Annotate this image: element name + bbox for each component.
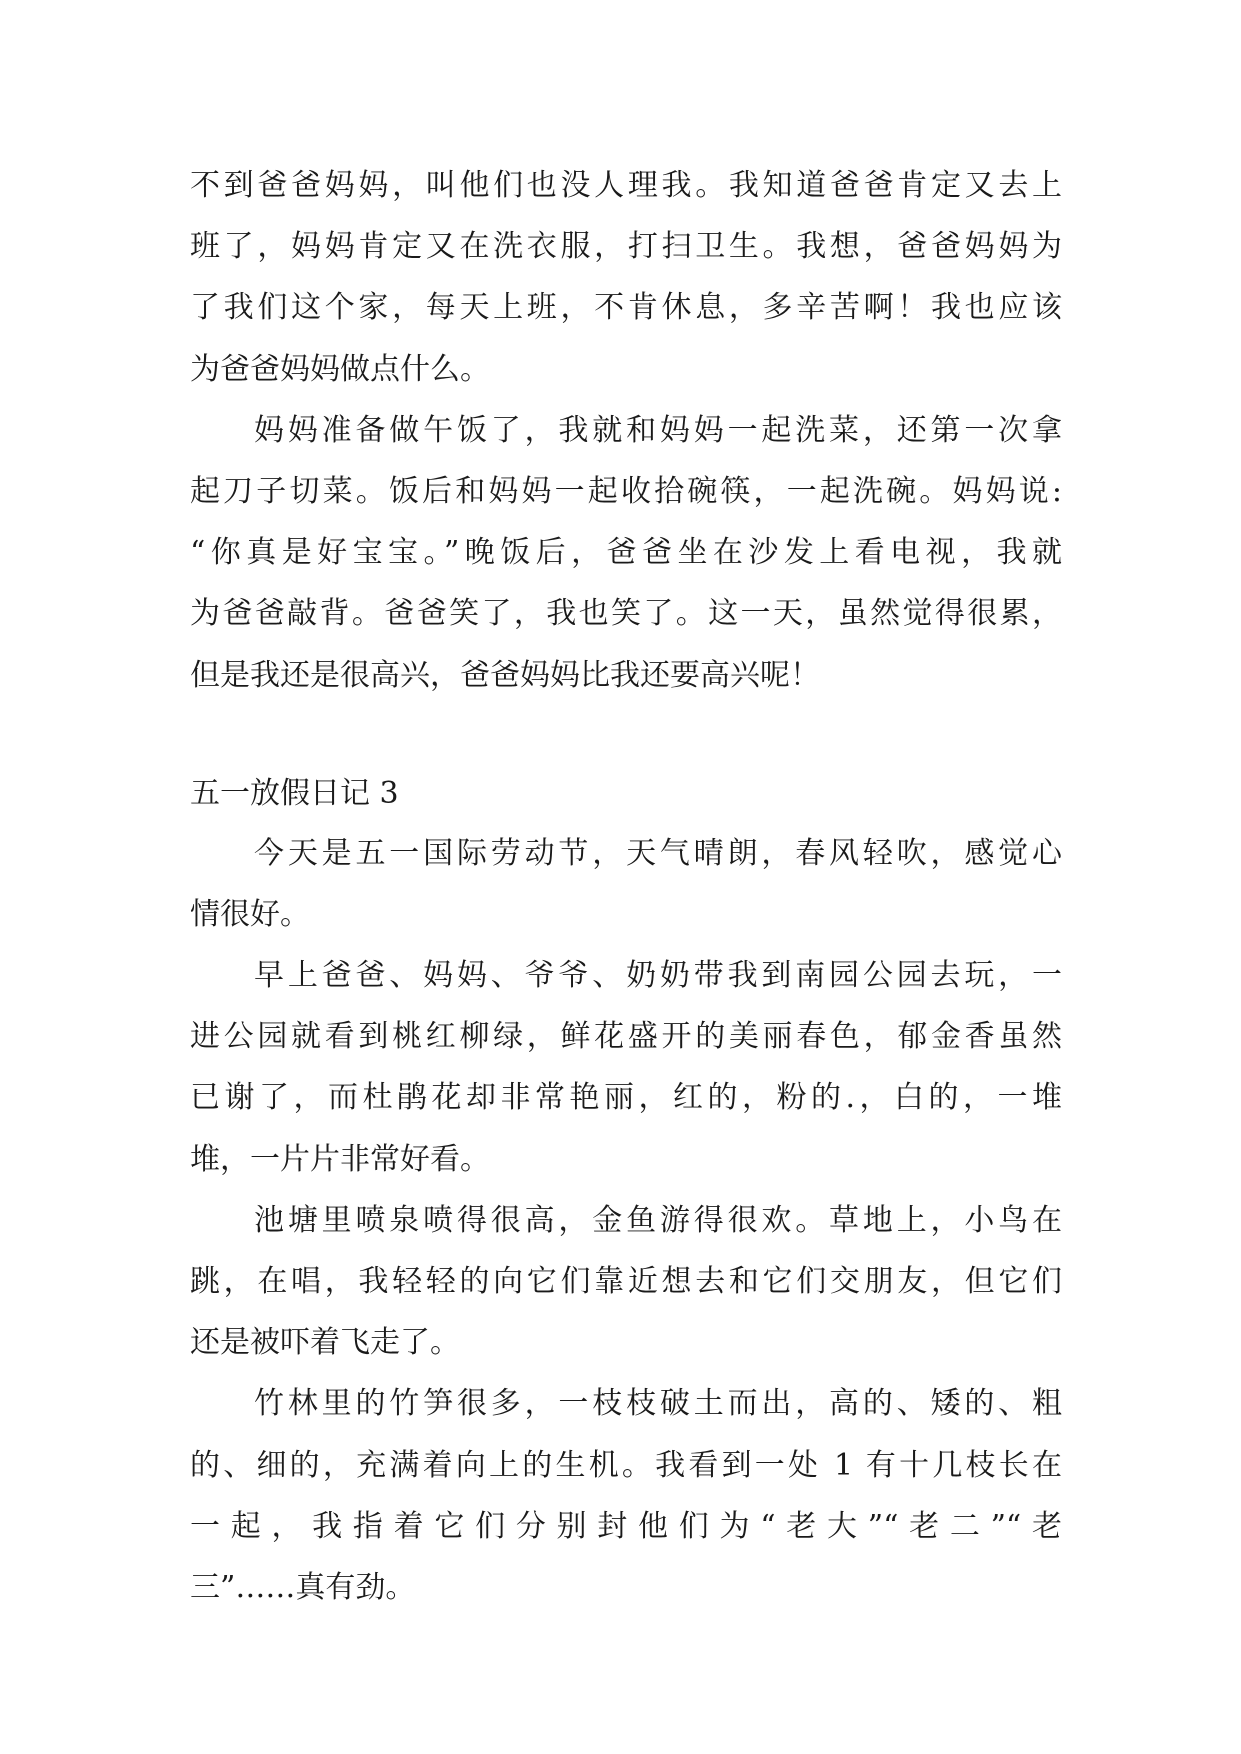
text-line: 还是被吓着飞走了。 (190, 1325, 460, 1361)
text-line: 进公园就看到桃红柳绿，鲜花盛开的美丽春色，郁金香虽然 (190, 1019, 1062, 1055)
text-line: 情很好。 (190, 896, 310, 932)
text-line: 竹林里的竹笋很多，一枝枝破土而出，高的、矮的、粗 (254, 1386, 1062, 1422)
text-line: 今天是五一国际劳动节，天气晴朗，春风轻吹，感觉心 (254, 835, 1062, 871)
text-line: 堆，一片片非常好看。 (190, 1141, 490, 1177)
text-line: 为爸爸敲背。爸爸笑了，我也笑了。这一天，虽然觉得很累， (190, 596, 1062, 632)
text-line: 但是我还是很高兴，爸爸妈妈比我还要高兴呢！ (190, 657, 820, 693)
paragraph-spacer (190, 706, 1062, 764)
text-line: 池塘里喷泉喷得很高，金鱼游得很欢。草地上，小鸟在 (254, 1202, 1062, 1238)
paragraph-1 (190, 155, 1062, 400)
text-line: 为爸爸妈妈做点什么。 (190, 351, 490, 387)
text-line: 已谢了，而杜鹃花却非常艳丽，红的，粉的.，白的，一堆 (190, 1080, 1062, 1116)
document-page (190, 155, 1062, 1618)
text-line: 妈妈准备做午饭了，我就和妈妈一起洗菜，还第一次拿 (254, 412, 1062, 448)
text-line: 不到爸爸妈妈，叫他们也没人理我。我知道爸爸肯定又去上 (190, 168, 1062, 203)
text-line: 起刀子切菜。饭后和妈妈一起收拾碗筷，一起洗碗。妈妈说: (190, 473, 1062, 509)
text-line: “你真是好宝宝。”晚饭后，爸爸坐在沙发上看电视，我就 (190, 535, 1062, 571)
text-line: 三”……真有劲。 (190, 1569, 416, 1605)
text-line: 跳，在唱，我轻轻的向它们靠近想去和它们交朋友，但它们 (190, 1264, 1062, 1299)
text-line: 一起，我指着它们分别封他们为“老大”“老二”“老 (190, 1508, 1062, 1544)
text-line: 班了，妈妈肯定又在洗衣服，打扫卫生。我想，爸爸妈妈为 (190, 229, 1062, 265)
paragraph-6 (190, 1373, 1062, 1618)
paragraph-2 (190, 400, 1062, 706)
section-title: 五一放假日记 3 (190, 775, 399, 811)
text-line: 早上爸爸、妈妈、爷爷、奶奶带我到南园公园去玩，一 (254, 958, 1062, 994)
text-line: 的、细的，充满着向上的生机。我看到一处 1 有十几枝长在 (190, 1447, 1062, 1483)
text-line: 了我们这个家，每天上班，不肯休息，多辛苦啊！我也应该 (190, 290, 1062, 326)
paragraph-3 (190, 823, 1062, 945)
paragraph-5 (190, 1190, 1062, 1374)
paragraph-4 (190, 945, 1062, 1190)
